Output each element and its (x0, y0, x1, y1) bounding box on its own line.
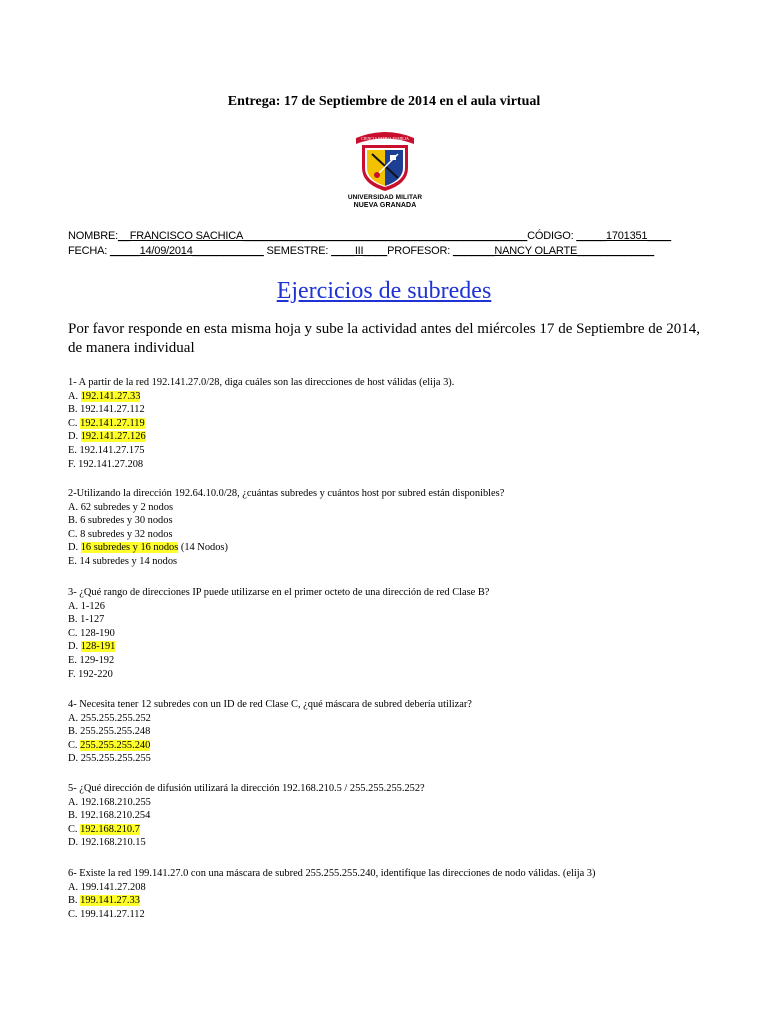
answer-option (68, 752, 708, 766)
option-letter: E. (68, 444, 80, 456)
option-text: 192.168.210.255 (80, 796, 151, 808)
answer-option (68, 796, 708, 810)
question-text: 6- Existe la red 199.141.27.0 con una máscara de subred 255.255.255.240, identifique las direcciones de nodo válidas. (elija 3) (68, 868, 596, 879)
answer-option (68, 430, 708, 444)
option-text: 14 subredes y 14 nodos (79, 555, 178, 567)
option-text: 8 subredes y 32 nodos (80, 528, 173, 540)
answer-option (68, 712, 708, 726)
question-text: 2-Utilizando la dirección 192.64.10.0/28, ¿cuántas subredes y cuántos host por subred están disponibles? (68, 488, 505, 499)
option-letter: D. (68, 431, 81, 443)
option-letter: B. (68, 515, 81, 527)
logo-line-1: UNIVERSIDAD MILITAR (347, 194, 423, 201)
answer-option (68, 640, 708, 654)
option-text: 1-126 (80, 600, 105, 612)
answer-option (68, 417, 708, 431)
answer-option (68, 390, 708, 404)
option-letter: A. (68, 600, 81, 612)
answer-option (68, 627, 708, 641)
answer-option (68, 444, 708, 458)
option-letter: E. (68, 555, 80, 567)
question-text: 5- ¿Qué dirección de difusión utilizará la dirección 192.168.210.5 / 255.255.255.252? (68, 783, 425, 794)
option-letter: C. (68, 908, 81, 920)
answer-option (68, 654, 708, 668)
option-text: 129-192 (79, 654, 115, 666)
answer-option (68, 894, 708, 908)
option-letter: C. (68, 823, 81, 835)
option-text: 192.168.210.254 (80, 810, 151, 822)
option-letter: D. (68, 837, 81, 849)
intro-paragraph: Por favor responde en esta misma hoja y sube la actividad antes del miércoles 17 de Septiembre de 2014, de manera individual (68, 321, 700, 356)
semester-value: ____III____ (331, 245, 388, 257)
professor-label: PROFESOR: (387, 245, 451, 257)
option-letter: D. (68, 753, 81, 765)
option-text: 199.141.27.112 (80, 908, 145, 920)
option-letter: C. (68, 739, 81, 751)
option-letter: B. (68, 726, 81, 738)
option-text: 192.141.27.175 (79, 444, 145, 456)
option-text: 62 subredes y 2 nodos (80, 501, 174, 513)
answer-option (68, 555, 708, 569)
answer-option (68, 739, 708, 753)
highlighted-answer: 255.255.255.240 (80, 739, 151, 751)
option-letter: C. (68, 528, 81, 540)
answer-option (68, 881, 708, 895)
document-title: Ejercicios de subredes (276, 278, 492, 304)
option-letter: A. (68, 881, 81, 893)
option-text: 192.141.27.112 (80, 404, 145, 416)
option-letter: E. (68, 654, 80, 666)
option-letter: F. (68, 668, 79, 680)
name-value: __FRANCISCO SACHICA________________________________________________ (117, 230, 528, 242)
question-5 (68, 782, 708, 850)
option-letter: A. (68, 712, 81, 724)
highlighted-answer: 192.141.27.119 (80, 417, 145, 429)
option-text: 1-127 (80, 614, 105, 626)
answer-option (68, 528, 708, 542)
question-3 (68, 586, 708, 681)
question-text: 1- A partir de la red 192.141.27.0/28, diga cuáles son las direcciones de host válidas (elija 3). (68, 377, 455, 388)
answer-option (68, 823, 708, 837)
option-letter: B. (68, 895, 81, 907)
student-info-row-2 (68, 245, 654, 257)
highlighted-answer: 199.141.27.33 (80, 895, 140, 907)
answer-option (68, 908, 708, 922)
highlighted-answer: 128-191 (80, 641, 116, 653)
option-letter: B. (68, 614, 81, 626)
option-text: 192-220 (78, 668, 113, 680)
question-6 (68, 867, 708, 921)
answer-option (68, 668, 708, 682)
option-text: 255.255.255.255 (80, 753, 151, 765)
question-text: 3- ¿Qué rango de direcciones IP puede utilizarse en el primer octeto de una dirección de red Clase B? (68, 587, 490, 598)
option-text: 255.255.255.248 (80, 726, 151, 738)
student-info-row-1 (68, 230, 671, 242)
code-label: CÓDIGO: (527, 230, 574, 242)
option-text: 192.141.27.208 (78, 458, 144, 470)
option-letter: D. (68, 641, 81, 653)
date-label: FECHA: (68, 245, 108, 257)
answer-option (68, 613, 708, 627)
name-label: NOMBRE: (68, 230, 118, 242)
answer-option (68, 600, 708, 614)
answer-option (68, 458, 708, 472)
option-text: 255.255.255.252 (80, 712, 151, 724)
option-letter: B. (68, 810, 81, 822)
option-letter: C. (68, 627, 81, 639)
logo-line-2: NUEVA GRANADA (353, 202, 417, 209)
crest-icon (350, 128, 420, 192)
question-text: 4- Necesita tener 12 subredes con un ID de red Clase C, ¿qué máscara de subred debería utilizar? (68, 699, 472, 710)
option-text: 199.141.27.208 (80, 881, 146, 893)
answer-option (68, 809, 708, 823)
professor-value: _______NANCY OLARTE_____________ (452, 245, 655, 257)
university-logo (340, 128, 430, 214)
option-letter: C. (68, 417, 81, 429)
highlighted-answer: 192.141.27.126 (80, 431, 146, 443)
answer-option (68, 403, 708, 417)
answer-option (68, 501, 708, 515)
option-letter: A. (68, 796, 81, 808)
question-2 (68, 487, 708, 569)
question-1 (68, 376, 708, 471)
highlighted-answer: 192.141.27.33 (80, 390, 141, 402)
answer-option (68, 541, 708, 555)
option-text: 6 subredes y 30 nodos (80, 515, 173, 527)
code-value: _____1701351____ (576, 230, 671, 242)
highlighted-answer: 16 subredes y 16 nodos (80, 542, 179, 554)
answer-option (68, 514, 708, 528)
delivery-heading: Entrega: 17 de Septiembre de 2014 en el aula virtual (227, 94, 541, 109)
option-text: 192.168.210.15 (80, 837, 146, 849)
answer-option (68, 836, 708, 850)
option-letter: A. (68, 390, 81, 402)
logo-ribbon-text: CIENCIA PATRIA FAMILIA (361, 136, 409, 141)
option-text: 128-190 (80, 627, 115, 639)
answer-option (68, 725, 708, 739)
highlighted-answer: 192.168.210.7 (80, 823, 140, 835)
option-note: (14 Nodos) (178, 542, 228, 554)
date-value: _____14/09/2014____________ (110, 245, 264, 257)
option-letter: A. (68, 501, 81, 513)
question-4 (68, 698, 708, 766)
option-letter: B. (68, 404, 81, 416)
semester-label: SEMESTRE: (266, 245, 329, 257)
option-letter: D. (68, 542, 81, 554)
option-letter: F. (68, 458, 79, 470)
